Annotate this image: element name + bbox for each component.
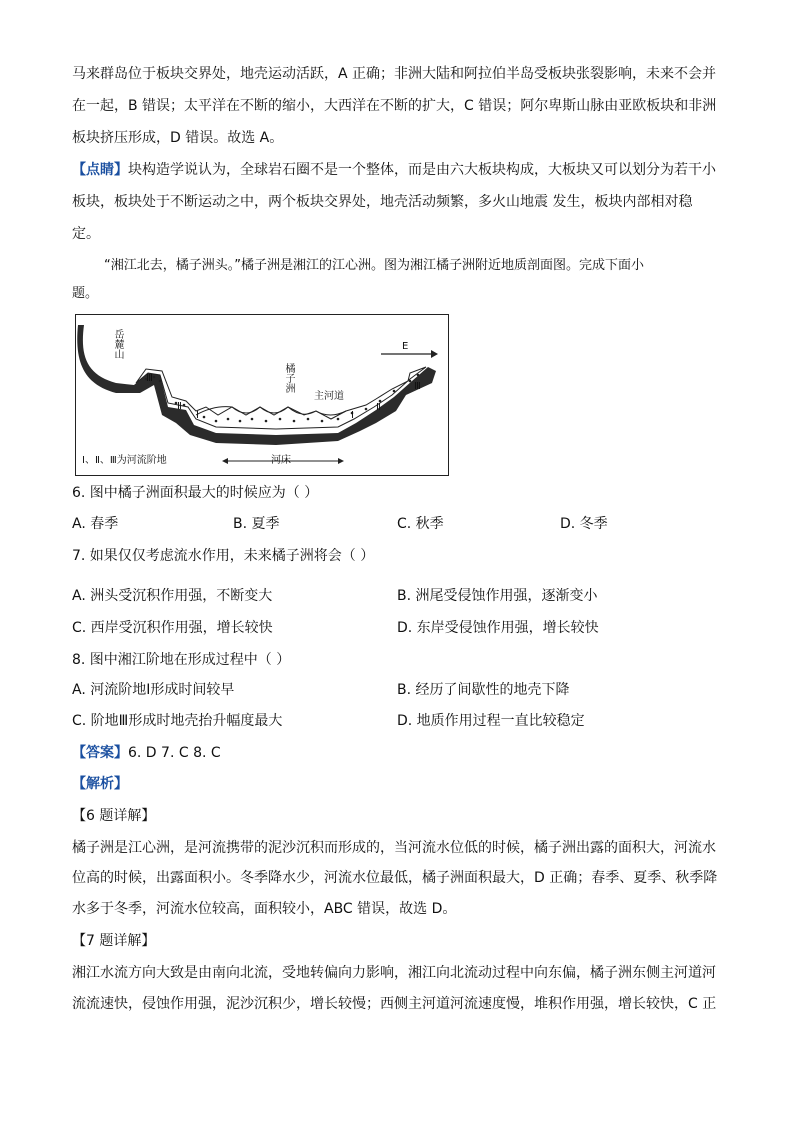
q6-detail-line-1: 橘子洲是江心洲，是河流携带的泥沙沉积而形成的，当河流水位低的时候，橘子洲出露的面积大，河流水: [72, 840, 716, 856]
mountain-label: 岳麓山: [112, 329, 123, 359]
q6-option-d: D. 冬季: [560, 516, 608, 532]
dianjing-text-1: 块构造学说认为，全球岩石圈不是一个整体，而是由六大板块构成，大板块又可以划分为若干小: [128, 162, 716, 178]
intro-line-1: 马来群岛位于板块交界处，地壳运动活跃，A 正确；非洲大陆和阿拉伯半岛受板块张裂影响，未来不会并: [72, 66, 717, 82]
question-8-stem: 8. 图中湘江阶地在形成过程中（ ）: [72, 652, 291, 668]
terrace-label-west-1: Ⅰ: [196, 410, 199, 421]
island-label: 橘子洲: [283, 363, 294, 393]
q8-option-a: A. 河流阶地Ⅰ形成时间较早: [72, 682, 235, 698]
q7-option-c: C. 西岸受沉积作用强，增长较快: [72, 620, 273, 636]
analysis-tag: 【解析】: [72, 776, 128, 792]
answer-text: 6. D 7. C 8. C: [128, 745, 221, 761]
channel-label: 主河道: [314, 391, 344, 402]
terrace-label-east-2: Ⅱ: [376, 402, 381, 413]
terrace-label-east-3: Ⅲ: [414, 381, 421, 392]
q6-option-b: B. 夏季: [233, 516, 280, 532]
q7-detail-line-1: 湘江水流方向大致是由南向北流，受地转偏向力影响，湘江向北流动过程中向东偏，橘子洲东侧主河道河: [72, 965, 716, 981]
intro-line-2: 在一起，B 错误；太平洋在不断的缩小，大西洋在不断的扩大，C 错误；阿尔卑斯山脉由亚欧板块和非洲: [72, 98, 717, 114]
dianjing-line-2: 板块，板块处于不断运动之中，两个板块交界处，地壳活动频繁，多火山地震 发生，板块内部相对稳: [72, 194, 693, 210]
riverbed-label: 河床: [271, 455, 291, 466]
geologic-profile-figure: [75, 314, 449, 476]
q6-option-a: A. 春季: [72, 516, 119, 532]
q8-option-d: D. 地质作用过程一直比较稳定: [397, 713, 585, 729]
dianjing-tag: 【点睛】: [72, 162, 128, 178]
dianjing-line-3: 定。: [72, 226, 100, 242]
direction-arrowhead: [431, 350, 438, 358]
intro-line-3: 板块挤压形成，D 错误。故选 A。: [72, 130, 284, 146]
stem-line-2: 题。: [72, 286, 99, 301]
profile-diagram: [76, 315, 448, 475]
question-6-stem: 6. 图中橘子洲面积最大的时候应为（ ）: [72, 485, 319, 501]
q7-option-a: A. 洲头受沉积作用强，不断变大: [72, 588, 273, 604]
q8-option-b: B. 经历了间歇性的地壳下降: [397, 682, 570, 698]
answer-line: [72, 743, 221, 763]
q6-detail-line-2: 位高的时候，出露面积小。冬季降水少，河流水位最低，橘子洲面积最大，D 正确；春季、夏季、秋季降: [72, 870, 718, 886]
terrace-label-west-3: Ⅲ: [146, 373, 153, 384]
answer-tag: 【答案】: [72, 745, 128, 761]
q7-detail-line-2: 流流速快，侵蚀作用强，泥沙沉积少，增长较慢；西侧主河道河流速度慢，堆积作用强，增长较快，C 正: [72, 996, 717, 1012]
q7-detail-tag: 【7 题详解】: [72, 933, 156, 949]
dianjing-line-1: [72, 160, 716, 180]
q7-option-d: D. 东岸受侵蚀作用强，增长较快: [397, 620, 599, 636]
q6-detail-line-3: 水多于冬季，河流水位较高，面积较小，ABC 错误，故选 D。: [72, 901, 457, 917]
q6-detail-tag: 【6 题详解】: [72, 808, 156, 824]
figure-legend: Ⅰ、Ⅱ、Ⅲ为河流阶地: [82, 455, 167, 466]
stem-line-1: “湘江北去，橘子洲头。”橘子洲是湘江的江心洲。图为湘江橘子洲附近地质剖面图。完成下面小: [104, 258, 644, 273]
direction-label: E: [402, 341, 409, 352]
q8-option-c: C. 阶地Ⅲ形成时地壳抬升幅度最大: [72, 713, 283, 729]
terrace-label-west-2: Ⅱ: [177, 401, 182, 412]
terrace-label-east-1: Ⅰ: [351, 410, 354, 421]
q6-option-c: C. 秋季: [397, 516, 444, 532]
question-7-stem: 7. 如果仅仅考虑流水作用，未来橘子洲将会（ ）: [72, 548, 375, 564]
q7-option-b: B. 洲尾受侵蚀作用强，逐渐变小: [397, 588, 598, 604]
